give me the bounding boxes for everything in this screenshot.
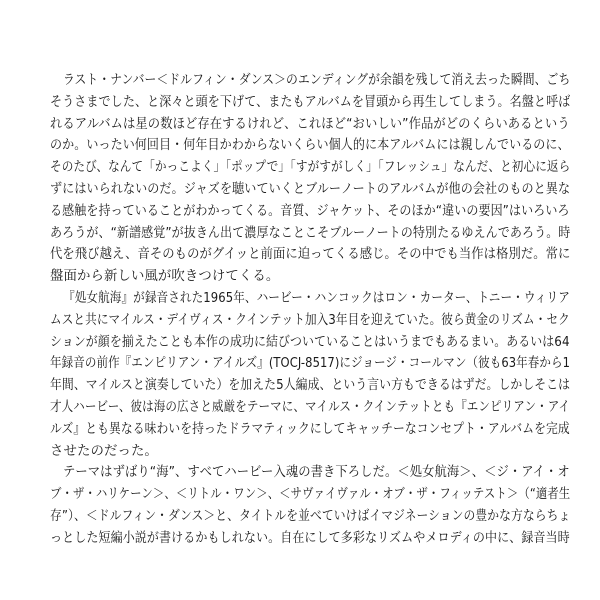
text-line-content: そのたび、なんて「かっこよく」「ポップで」「すがすがしく」「フレッシュ」なんだ、と初心に返ら <box>50 160 570 176</box>
text-line <box>50 92 570 114</box>
text-line <box>50 288 583 310</box>
text-line-content: ずにはいられないのだ。ジャズを聴いていくとブルーノートのアルバムが他の会社のものと異な <box>50 181 570 197</box>
text-line <box>50 135 570 157</box>
text-line <box>50 506 570 528</box>
text-line-content: テーマはずばり“海”、すべてハービー入魂の書き下ろしだ。＜処女航海＞、＜ジ・アイ・オ <box>63 465 570 481</box>
text-line-content: 『処女航海』が録音された1965年、ハービー・ハンコックはロン・カーター、トニー・ウィリア <box>63 290 570 306</box>
paragraph-1 <box>50 70 570 288</box>
text-line-content: のか。いったい何回目・何年目かわからないくらい個人的に本アルバムには親しんでいるのに、 <box>50 138 570 154</box>
text-line-content: ムスと共にマイルス・デイヴィス・クインテット加入3年目を迎えていた。彼ら黄金のリズム・セク <box>50 312 570 328</box>
text-line-content: 年録音の前作『エンピリアン・アイルズ』(TOCJ-8517)にジョージ・コールマン（彼も63年春から1 <box>50 356 570 372</box>
text-line <box>50 484 570 506</box>
text-line-content: 才人ハービー、彼は海の広さと威厳をテーマに、マイルス・クインテットとも『エンピリアン・アイ <box>50 399 570 415</box>
text-line-content: 代を飛び越え、音そのものがグイッと前面に迫ってくる感じ。その中でも当作は格別だ。常に <box>50 247 570 263</box>
text-line <box>50 223 570 245</box>
text-line <box>50 462 583 484</box>
text-line-content: そうさまでした、と深々と頭を下げて、またもアルバムを冒頭から再生してしまう。名盤と呼ば <box>50 94 570 110</box>
text-line-content: る感触を持っていることがわかってくる。音質、ジャケット、そのほか“違いの要因”はいろいろ <box>50 203 570 219</box>
text-line-content: 存”）、＜ドルフィン・ダンス＞と、タイトルを並べていけばイマジネーションの豊かな方ならちょ <box>50 508 570 524</box>
text-line-content: ラスト・ナンバー＜ドルフィン・ダンス＞のエンディングが余韻を残して消え去った瞬間、ごち <box>63 73 571 88</box>
text-line: させたのだった。 <box>50 443 158 459</box>
text-line <box>50 419 570 441</box>
text-line-content: あろうが、“新譜感覚”が抜きん出て濃厚なことこそブルーノートの特別たるゆえんであろう。時 <box>50 225 570 241</box>
text-line <box>50 157 570 179</box>
text-line <box>50 114 570 136</box>
text-line <box>50 70 583 92</box>
text-line <box>50 353 570 375</box>
paragraph-3 <box>50 462 570 549</box>
paragraph-2 <box>50 288 570 462</box>
text-line <box>50 201 570 223</box>
text-line <box>50 332 570 354</box>
text-line-content: ルズ』とも異なる味わいを持ったドラマティックにしてキャッチーなコンセプト・アルバムを完成 <box>50 421 570 437</box>
text-line <box>50 310 570 332</box>
text-line-content: っとした短編小説が書けるかもしれない。自在にして多彩なリズムやメロディの中に、録音当時 <box>50 530 570 546</box>
text-line <box>50 244 570 266</box>
text-line <box>50 397 570 419</box>
text-line <box>50 375 570 397</box>
text-line-content: 年間、マイルスと演奏していた）を加えた5人編成、という言い方もできるはずだ。しかしそこは <box>50 378 570 394</box>
text-line <box>50 528 570 550</box>
text-line <box>50 179 570 201</box>
text-line-content: ブ・ザ・ハリケーン＞、＜リトル・ワン＞、＜サヴァイヴァル・オブ・ザ・フィッテスト＞（“適者生 <box>50 487 570 503</box>
text-line: 盤面から新しい風が吹きつけてくる。 <box>50 269 280 285</box>
text-line-content: れるアルバムは星の数ほど存在するけれど、これほど“おいしい”作品がどのくらいあるという <box>50 116 570 132</box>
text-line-content: ションが顔を揃えたことも本作の成功に結びついていることはいうまでもあるまい。あるいは64 <box>50 334 570 350</box>
liner-notes-text <box>50 70 570 550</box>
